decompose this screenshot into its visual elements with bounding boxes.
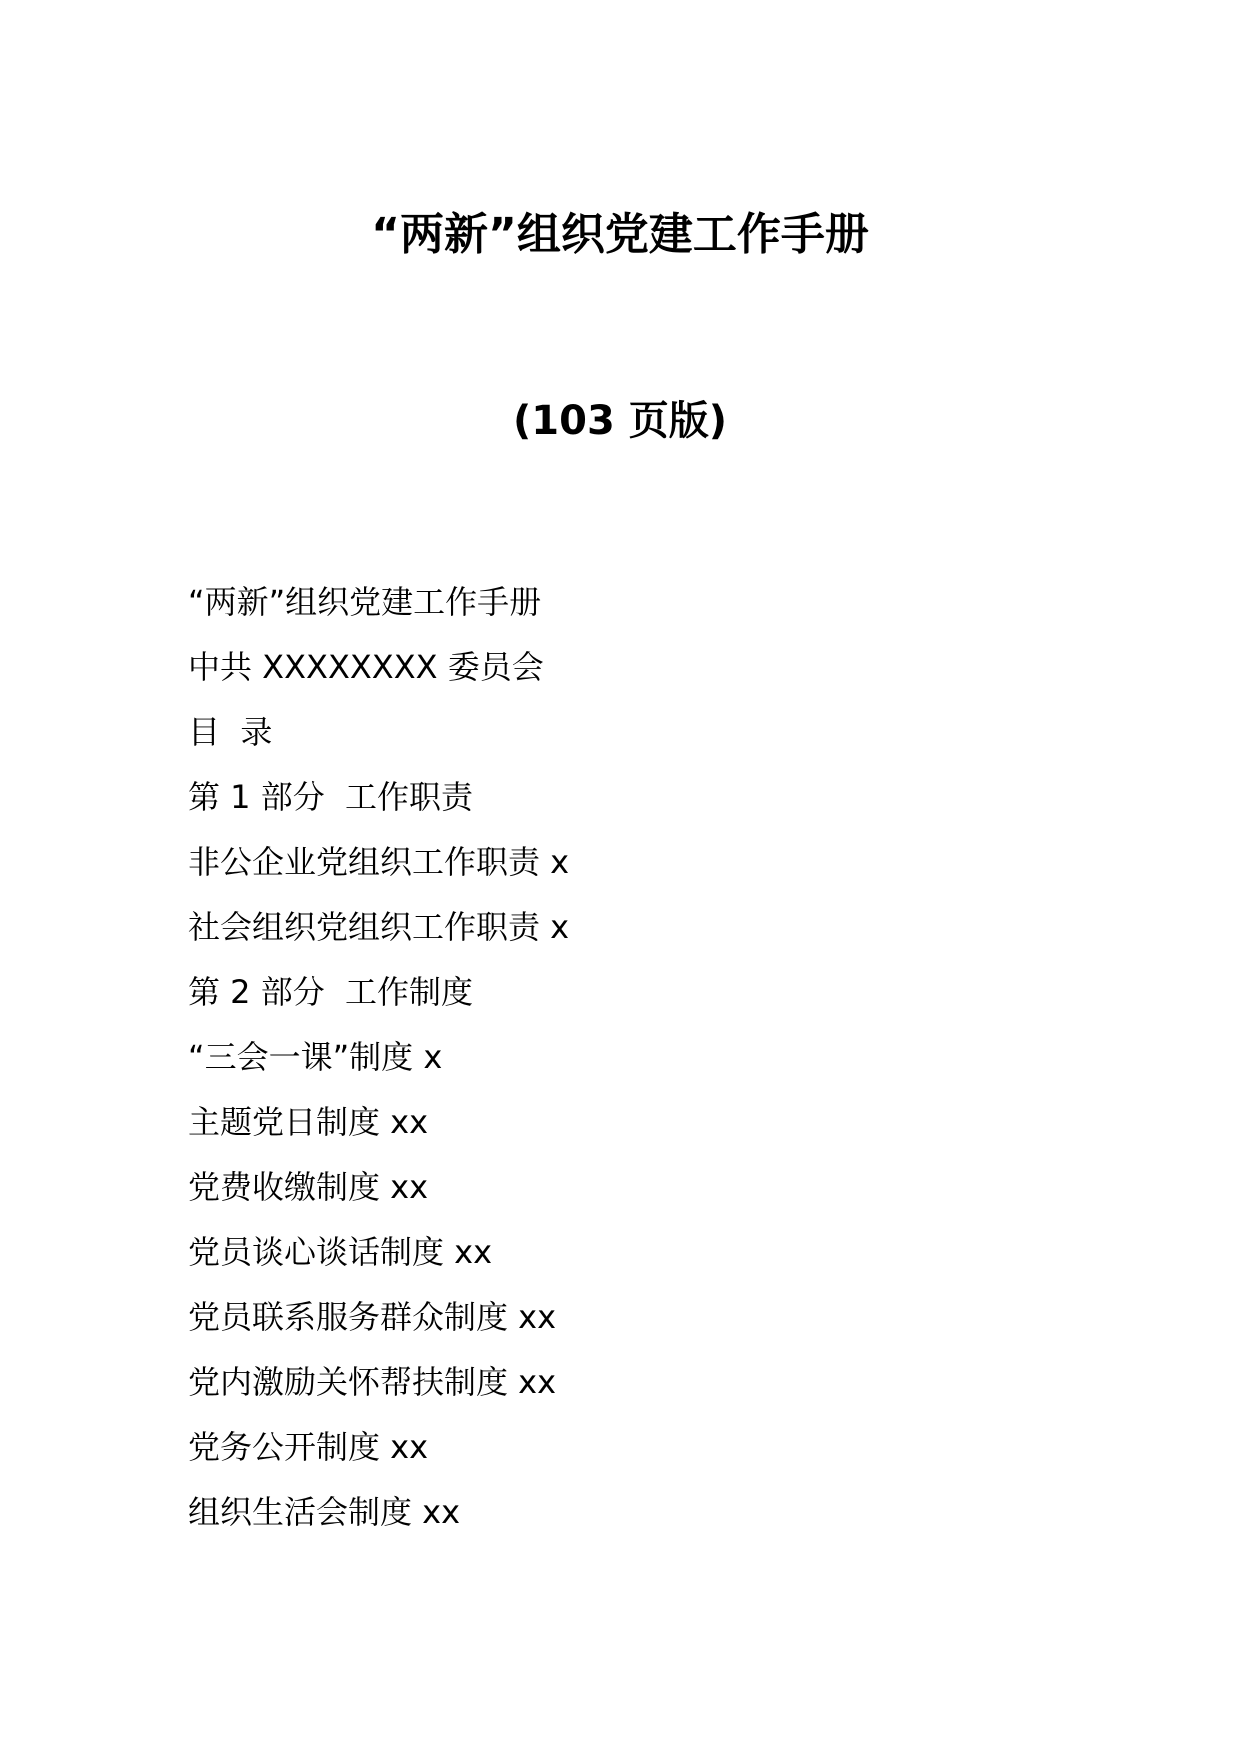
list-item: 第 1 部分 工作职责 <box>188 778 474 816</box>
list-item: 党务公开制度 xx <box>188 1428 429 1466</box>
list-item: 主题党日制度 xx <box>188 1103 429 1141</box>
document-title: “两新”组织党建工作手册 <box>371 209 869 260</box>
list-item: 党员谈心谈话制度 xx <box>188 1233 493 1271</box>
table-of-contents <box>188 580 1148 1555</box>
list-item: “两新”组织党建工作手册 <box>188 583 542 621</box>
list-item: 党员联系服务群众制度 xx <box>188 1298 557 1336</box>
list-item: 目 录 <box>188 713 273 751</box>
list-item: 第 2 部分 工作制度 <box>188 973 474 1011</box>
list-item: 中共 XXXXXXXX 委员会 <box>188 648 544 686</box>
list-item: 组织生活会制度 xx <box>188 1493 461 1531</box>
list-item: 社会组织党组织工作职责 x <box>188 908 570 946</box>
document-subtitle: (103 页版) <box>513 398 727 444</box>
list-item: 党内激励关怀帮扶制度 xx <box>188 1363 557 1401</box>
list-item: 党费收缴制度 xx <box>188 1168 429 1206</box>
list-item: 非公企业党组织工作职责 x <box>188 843 570 881</box>
list-item: “三会一课”制度 x <box>188 1038 443 1076</box>
